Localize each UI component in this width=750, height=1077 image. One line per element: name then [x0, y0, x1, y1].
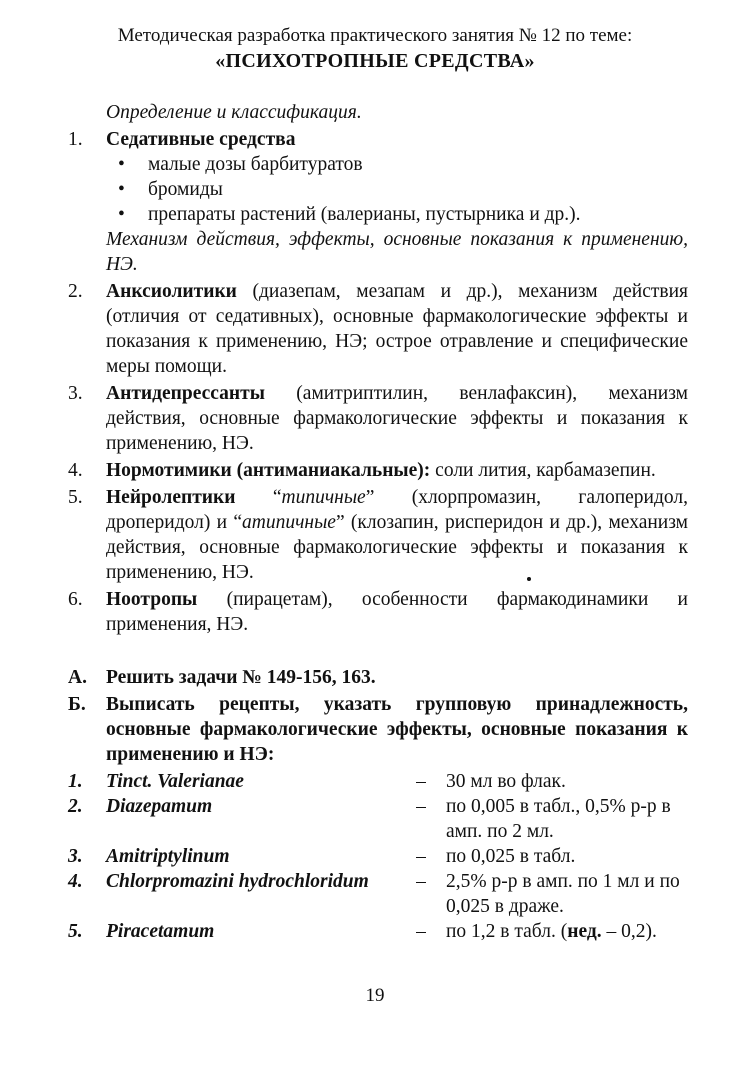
topic-text: “: [235, 487, 282, 508]
topic-note: Механизм действия, эффекты, основные показания к применению, НЭ.: [106, 229, 688, 275]
topic-italic: атипичные: [242, 512, 336, 533]
topic-text: ” (клозапин, рисперидон и др.), механизм действия, основные фармакологические эффекты и показания к применению, НЭ.: [106, 512, 688, 583]
bullet-item: [106, 202, 688, 227]
table-row: [68, 794, 688, 844]
rx-number: 4.: [68, 871, 83, 892]
topic-number: 5.: [68, 487, 83, 508]
rx-dose-text: – 0,2).: [601, 921, 657, 942]
rx-number: 2.: [68, 796, 83, 817]
task-label: А.: [68, 667, 87, 688]
bullet-text: бромиды: [148, 179, 223, 200]
topic-title: Седативные средства: [106, 129, 296, 150]
rx-drug-name: Amitriptylinum: [106, 846, 230, 867]
topic-item-5: [68, 485, 688, 585]
topic-number: 3.: [68, 383, 83, 404]
topic-text: соли лития, карбамазепин.: [430, 460, 656, 481]
rx-drug-name: Diazepamum: [106, 796, 213, 817]
bullet-icon: •: [118, 204, 125, 225]
rx-number: 1.: [68, 771, 83, 792]
page-number: 19: [365, 985, 385, 1006]
rx-drug-name: Piracetamum: [106, 921, 215, 942]
topic-item-1: [68, 127, 688, 277]
rx-dose: 30 мл во флак.: [446, 771, 566, 792]
topic-item-6: [68, 587, 688, 637]
task-text: Выписать рецепты, указать групповую принадлежность, основные фармакологические эффекты, основные показания к применению и НЭ:: [106, 694, 688, 765]
bullet-icon: •: [118, 154, 125, 175]
rx-dash: –: [416, 796, 426, 817]
topic-title: Анксиолитики: [106, 281, 237, 302]
rx-drug-name: Chlorpromazini hydrochloridum: [106, 871, 369, 892]
task-a: [68, 665, 688, 690]
topic-item-4: [68, 458, 688, 483]
rx-dash: –: [416, 921, 426, 942]
topic-text: ” (хлорпромазин, галоперидол, дроперидол) и “: [106, 487, 689, 533]
rx-dose: по 0,025 в табл.: [446, 846, 576, 867]
print-speck: [527, 577, 531, 581]
rx-dose: по 0,005 в табл., 0,5% р-р в амп. по 2 мл.: [446, 796, 671, 842]
topic-item-3: [68, 381, 688, 456]
topic-number: 6.: [68, 589, 83, 610]
task-b: [68, 692, 688, 767]
rx-drug-name: Tinct. Valerianae: [106, 771, 244, 792]
topic-number: 1.: [68, 129, 83, 150]
intro-line: Определение и классификация.: [106, 102, 362, 123]
task-text: Решить задачи № 149-156, 163.: [106, 667, 376, 688]
topic-item-2: [68, 279, 688, 379]
table-row: [68, 919, 688, 944]
rx-dose-text: по 1,2 в табл. (: [446, 921, 568, 942]
table-row: [68, 844, 688, 869]
content: [68, 100, 688, 944]
page-header: [0, 24, 750, 74]
topic-title: Нормотимики (антиманиакальные):: [106, 460, 431, 481]
spacer: [68, 637, 688, 663]
bullet-item: [106, 177, 688, 202]
table-row: [68, 769, 688, 794]
rx-dose-bold: нед.: [567, 921, 602, 942]
prescription-table: [68, 769, 688, 944]
rx-dash: –: [416, 771, 426, 792]
topic-number: 2.: [68, 281, 83, 302]
topic-text: (пирацетам), особенности фармакодинамики и применения, НЭ.: [106, 589, 688, 635]
topic-text: (диазепам, мезапам и др.), механизм действия (отличия от седативных), основные фармакологические эффекты и показания к применению, НЭ; острое отравление и специфические меры помощи.: [106, 281, 688, 377]
topic-text: (амитриптилин, венлафаксин), механизм действия, основные фармакологические эффекты и показания к применению, НЭ.: [106, 383, 688, 454]
header-title: «ПСИХОТРОПНЫЕ СРЕДСТВА»: [215, 50, 535, 72]
header-subtitle: Методическая разработка практического занятия № 12 по теме:: [117, 25, 633, 46]
table-row: [68, 869, 688, 919]
bullet-text: малые дозы барбитуратов: [148, 154, 363, 175]
task-label: Б.: [68, 694, 86, 715]
bullet-item: [106, 152, 688, 177]
rx-number: 5.: [68, 921, 83, 942]
rx-dose: [446, 919, 688, 944]
bullet-text: препараты растений (валерианы, пустырника и др.).: [148, 204, 581, 225]
rx-number: 3.: [68, 846, 83, 867]
bullet-list: [106, 152, 688, 227]
topic-number: 4.: [68, 460, 83, 481]
rx-dash: –: [416, 871, 426, 892]
topic-title: Ноотропы: [106, 589, 198, 610]
topic-title: Антидепрессанты: [106, 383, 265, 404]
rx-dose: 2,5% р-р в амп. по 1 мл и по 0,025 в драже.: [446, 871, 680, 917]
topic-title: Нейролептики: [106, 487, 236, 508]
rx-dash: –: [416, 846, 426, 867]
bullet-icon: •: [118, 179, 125, 200]
topic-italic: типичные: [281, 487, 366, 508]
